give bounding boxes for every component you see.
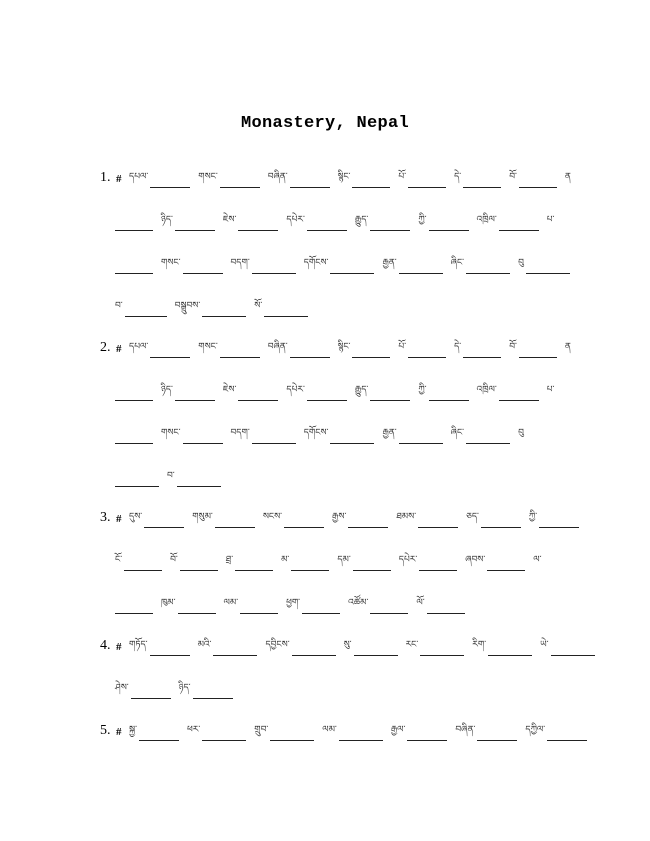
tibetan-word: བ་: [115, 301, 123, 311]
word-blank-pair: [451, 427, 516, 444]
word-blank-pair: [129, 171, 196, 188]
word-blank-pair: [223, 214, 284, 231]
answer-blank[interactable]: [150, 186, 190, 188]
word-blank-pair: [418, 384, 474, 401]
word-blank-pair: [454, 341, 507, 358]
tibetan-word: ལ་: [533, 555, 542, 565]
answer-blank[interactable]: [487, 569, 525, 571]
word-blank-pair: [565, 171, 573, 188]
hash-marker: #: [116, 513, 122, 525]
answer-blank[interactable]: [178, 612, 216, 614]
word-blank-pair: [198, 639, 264, 656]
word-blank-pair: [115, 682, 177, 699]
answer-blank[interactable]: [284, 526, 324, 528]
tibetan-word: བུ: [518, 428, 524, 438]
answer-blank[interactable]: [144, 526, 184, 528]
tibetan-word: གསང་: [198, 342, 218, 352]
answer-blank[interactable]: [115, 272, 153, 274]
word-blank-pair: [175, 300, 253, 317]
tibetan-word: བ་: [167, 471, 175, 481]
tibetan-word: སྙིང་: [337, 342, 351, 352]
word-blank-pair: [115, 554, 168, 571]
word-blank-pair: [263, 511, 330, 528]
exercise-item: [100, 151, 580, 323]
answer-blank[interactable]: [519, 356, 557, 358]
tibetan-word: ཞབས་: [465, 555, 486, 565]
tibetan-word: ཡེ་: [540, 640, 549, 650]
answer-blank[interactable]: [407, 739, 447, 741]
tibetan-word: ཁུམ་: [161, 598, 176, 608]
tibetan-word: དམ་: [337, 555, 351, 565]
answer-blank[interactable]: [330, 442, 374, 444]
word-blank-pair: [129, 724, 185, 741]
word-blank-pair: [129, 511, 190, 528]
exercise-line: [100, 450, 580, 493]
word-blank-pair: [466, 511, 527, 528]
exercise-line: [100, 321, 580, 364]
word-blank-pair: [231, 257, 302, 274]
word-blank-pair: [161, 384, 221, 401]
word-blank-pair: [338, 171, 397, 188]
word-blank-pair: [355, 214, 416, 231]
tibetan-word: བཞིན་: [267, 172, 288, 182]
answer-blank[interactable]: [124, 569, 162, 571]
answer-blank[interactable]: [466, 272, 510, 274]
tibetan-word: ཕྱག་: [286, 598, 301, 608]
tibetan-word: ཉིད་: [161, 385, 173, 395]
exercise-line: [100, 491, 580, 534]
word-blank-pair: [304, 427, 381, 444]
tibetan-word: བོ་: [170, 555, 178, 565]
page-title: Monastery, Nepal: [240, 114, 410, 133]
answer-blank[interactable]: [131, 697, 171, 699]
tibetan-word: དེ་: [454, 342, 462, 352]
tibetan-word: དགོངས་: [303, 258, 329, 268]
answer-blank[interactable]: [213, 654, 257, 656]
tibetan-word: གྲུབ་: [254, 725, 269, 735]
word-blank-pair: [187, 724, 252, 741]
answer-blank[interactable]: [307, 229, 347, 231]
answer-blank[interactable]: [238, 399, 278, 401]
answer-blank[interactable]: [291, 569, 329, 571]
word-blank-pair: [198, 341, 266, 358]
word-blank-pair: [355, 384, 416, 401]
answer-blank[interactable]: [264, 315, 308, 317]
answer-blank[interactable]: [399, 442, 443, 444]
answer-blank[interactable]: [183, 272, 223, 274]
answer-blank[interactable]: [220, 186, 260, 188]
answer-blank[interactable]: [499, 399, 539, 401]
word-blank-pair: [565, 341, 573, 358]
word-blank-pair: [337, 554, 396, 571]
tibetan-word: བཞིན་: [455, 725, 476, 735]
answer-blank[interactable]: [427, 612, 465, 614]
tibetan-word: དཔལ་: [129, 172, 149, 182]
word-blank-pair: [533, 554, 543, 571]
answer-blank[interactable]: [370, 399, 410, 401]
tibetan-word: ཞིང་: [450, 428, 465, 438]
word-blank-pair: [192, 511, 261, 528]
tibetan-word: གསང་: [161, 258, 181, 268]
word-blank-pair: [472, 639, 538, 656]
word-blank-pair: [399, 554, 463, 571]
tibetan-word: དཔལ་: [129, 342, 149, 352]
answer-blank[interactable]: [551, 654, 595, 656]
tibetan-word: མ་: [281, 555, 290, 565]
answer-blank[interactable]: [429, 229, 469, 231]
tibetan-word: བསྒྲུབས་: [174, 301, 201, 311]
word-blank-pair: [231, 427, 302, 444]
tibetan-word: ཕར་: [186, 725, 201, 735]
tibetan-word: ན: [564, 172, 571, 182]
answer-blank[interactable]: [526, 272, 570, 274]
word-blank-pair: [304, 257, 381, 274]
tibetan-word: དཀྱིལ་: [525, 725, 546, 735]
tibetan-word: དགོངས་: [303, 428, 329, 438]
tibetan-word: གསང་: [198, 172, 218, 182]
tibetan-word: ཇེས་: [222, 215, 237, 225]
tibetan-word: པོ་: [398, 172, 407, 182]
word-blank-pair: [170, 554, 224, 571]
word-blank-pair: [348, 597, 414, 614]
answer-blank[interactable]: [330, 272, 374, 274]
answer-blank[interactable]: [354, 654, 398, 656]
word-blank-pair: [398, 171, 452, 188]
tibetan-word: འཁྲིལ་: [476, 215, 497, 225]
exercise-line: [100, 534, 580, 577]
item-number: 2.: [100, 340, 111, 355]
tibetan-word: ཉིད་: [161, 215, 173, 225]
answer-blank[interactable]: [150, 654, 190, 656]
answer-blank[interactable]: [183, 442, 223, 444]
word-blank-pair: [382, 257, 448, 274]
tibetan-word: རྒྱུད་: [354, 215, 369, 225]
answer-blank[interactable]: [539, 526, 579, 528]
tibetan-word: དབྱིངས་: [265, 640, 290, 650]
answer-blank[interactable]: [463, 356, 501, 358]
word-blank-pair: [322, 724, 389, 741]
tibetan-word: རྒྱས་: [332, 512, 347, 522]
answer-blank[interactable]: [481, 526, 521, 528]
tibetan-word: པ་: [546, 215, 555, 225]
answer-blank[interactable]: [418, 526, 458, 528]
answer-blank[interactable]: [420, 654, 464, 656]
item-number: 1.: [100, 170, 111, 185]
tibetan-word: སངས་: [262, 512, 283, 522]
hash-marker: #: [116, 173, 122, 185]
tibetan-word: པ་: [546, 385, 555, 395]
answer-blank[interactable]: [177, 485, 221, 487]
tibetan-word: ཅད་: [466, 512, 479, 522]
word-blank-pair: [161, 597, 222, 614]
tibetan-word: གསུམ་: [192, 512, 213, 522]
word-blank-pair: [416, 597, 470, 614]
answer-blank[interactable]: [180, 569, 218, 571]
tibetan-word: ལོ་: [416, 598, 425, 608]
answer-blank[interactable]: [220, 356, 260, 358]
word-blank-pair: [254, 724, 320, 741]
word-blank-pair: [281, 554, 335, 571]
tibetan-word: པོ་: [398, 342, 407, 352]
word-blank-pair: [547, 214, 557, 231]
answer-blank[interactable]: [202, 315, 246, 317]
answer-blank[interactable]: [419, 569, 457, 571]
answer-blank[interactable]: [519, 186, 557, 188]
word-blank-pair: [547, 384, 557, 401]
answer-blank[interactable]: [215, 526, 255, 528]
exercise-line: [100, 194, 580, 237]
word-blank-pair: [396, 511, 464, 528]
answer-blank[interactable]: [252, 442, 296, 444]
answer-blank[interactable]: [139, 739, 179, 741]
answer-blank[interactable]: [488, 654, 532, 656]
tibetan-word: གཏོད་: [129, 640, 148, 650]
word-blank-pair: [115, 442, 159, 444]
answer-blank[interactable]: [477, 739, 517, 741]
exercise-item: [100, 491, 580, 620]
word-blank-pair: [418, 214, 474, 231]
exercise-line: [100, 619, 580, 662]
answer-blank[interactable]: [348, 526, 388, 528]
word-blank-pair: [477, 214, 545, 231]
word-blank-pair: [509, 171, 563, 188]
answer-blank[interactable]: [352, 186, 390, 188]
answer-blank[interactable]: [408, 186, 446, 188]
exercise-line: [100, 364, 580, 407]
hash-marker: #: [116, 726, 122, 738]
hash-marker: #: [116, 343, 122, 355]
word-blank-pair: [129, 341, 196, 358]
answer-blank[interactable]: [290, 186, 330, 188]
word-blank-pair: [268, 171, 336, 188]
tibetan-word: བོ་: [509, 342, 517, 352]
tibetan-word: ན: [564, 342, 571, 352]
answer-blank[interactable]: [547, 739, 587, 741]
tibetan-word: ཞིང་: [450, 258, 465, 268]
word-blank-pair: [286, 214, 352, 231]
item-number: 4.: [100, 638, 111, 653]
word-blank-pair: [454, 171, 507, 188]
word-blank-pair: [161, 257, 229, 274]
word-blank-pair: [179, 682, 239, 699]
answer-blank[interactable]: [150, 356, 190, 358]
answer-blank[interactable]: [499, 229, 539, 231]
answer-blank[interactable]: [466, 442, 510, 444]
tibetan-word: བདག་: [230, 428, 250, 438]
word-blank-pair: [115, 612, 159, 614]
word-blank-pair: [167, 470, 227, 487]
tibetan-word: ཀྱི་: [418, 215, 427, 225]
answer-blank[interactable]: [240, 612, 278, 614]
tibetan-word: འཁྲིལ་: [476, 385, 497, 395]
answer-blank[interactable]: [270, 739, 314, 741]
word-blank-pair: [254, 300, 314, 317]
answer-blank[interactable]: [408, 356, 446, 358]
exercise-line: [100, 151, 580, 194]
word-blank-pair: [509, 341, 563, 358]
word-blank-pair: [224, 597, 285, 614]
word-blank-pair: [115, 485, 165, 487]
answer-blank[interactable]: [339, 739, 383, 741]
word-blank-pair: [161, 214, 221, 231]
tibetan-word: དུས་: [129, 512, 143, 522]
word-blank-pair: [382, 427, 448, 444]
answer-blank[interactable]: [238, 229, 278, 231]
word-blank-pair: [226, 554, 279, 571]
word-blank-pair: [115, 272, 159, 274]
word-blank-pair: [268, 341, 336, 358]
tibetan-word: བདག་: [230, 258, 250, 268]
word-blank-pair: [115, 229, 159, 231]
tibetan-word: འཚོམ་: [348, 598, 369, 608]
answer-blank[interactable]: [399, 272, 443, 274]
tibetan-word: ཀྱི་: [418, 385, 427, 395]
answer-blank[interactable]: [115, 485, 159, 487]
word-blank-pair: [525, 724, 593, 741]
tibetan-word: ཀྱི་: [528, 512, 538, 522]
exercise-item: [100, 619, 580, 705]
word-blank-pair: [115, 399, 159, 401]
tibetan-word: རིག་: [472, 640, 487, 650]
tibetan-word: རྒྱུད་: [354, 385, 369, 395]
tibetan-word: དཔེར་: [398, 555, 418, 565]
answer-blank[interactable]: [125, 315, 167, 317]
tibetan-word: བོ་: [509, 172, 517, 182]
tibetan-word: དཔེར་: [286, 215, 305, 225]
answer-blank[interactable]: [115, 442, 153, 444]
word-blank-pair: [465, 554, 531, 571]
item-number: 5.: [100, 723, 111, 738]
answer-blank[interactable]: [202, 739, 246, 741]
tibetan-word: རྒྱལ་: [390, 725, 406, 735]
tibetan-word: ཐམས་: [396, 512, 417, 522]
tibetan-word: རྒྱན་: [382, 428, 397, 438]
tibetan-word: ཤེས་: [115, 683, 129, 693]
item-number: 3.: [100, 510, 111, 525]
word-blank-pair: [338, 341, 397, 358]
tibetan-word: རང་: [405, 640, 419, 650]
word-blank-pair: [286, 384, 352, 401]
exercise-line: [100, 407, 580, 450]
word-blank-pair: [286, 597, 346, 614]
word-blank-pair: [129, 639, 196, 656]
exercise-item: [100, 321, 580, 493]
exercise-line: [100, 704, 580, 747]
tibetan-word: བུ: [518, 258, 524, 268]
answer-blank[interactable]: [235, 569, 273, 571]
tibetan-word: བཞིན་: [267, 342, 288, 352]
word-blank-pair: [332, 511, 394, 528]
answer-blank[interactable]: [115, 612, 153, 614]
word-blank-pair: [115, 300, 173, 317]
answer-blank[interactable]: [370, 229, 410, 231]
word-blank-pair: [391, 724, 454, 741]
exercise-item: [100, 704, 580, 747]
tibetan-word: ཇེས་: [222, 385, 237, 395]
answer-blank[interactable]: [302, 612, 340, 614]
word-blank-pair: [518, 427, 526, 444]
tibetan-word: དཔེར་: [286, 385, 305, 395]
tibetan-word: ལམ་: [322, 725, 337, 735]
word-blank-pair: [406, 639, 471, 656]
answer-blank[interactable]: [463, 186, 501, 188]
tibetan-word: གསང་: [161, 428, 181, 438]
answer-blank[interactable]: [307, 399, 347, 401]
answer-blank[interactable]: [193, 697, 233, 699]
word-blank-pair: [161, 427, 229, 444]
word-blank-pair: [198, 171, 266, 188]
tibetan-word: ཉིད་: [178, 683, 191, 693]
tibetan-word: སྐྱ་: [129, 725, 137, 735]
word-blank-pair: [477, 384, 545, 401]
tibetan-word: ལམ་: [223, 598, 239, 608]
exercise-line: [100, 237, 580, 280]
answer-blank[interactable]: [115, 399, 153, 401]
exercise-line: [100, 577, 580, 620]
word-blank-pair: [518, 257, 576, 274]
answer-blank[interactable]: [290, 356, 330, 358]
word-blank-pair: [223, 384, 284, 401]
word-blank-pair: [265, 639, 341, 656]
exercise-line: [100, 280, 580, 323]
answer-blank[interactable]: [370, 612, 408, 614]
answer-blank[interactable]: [429, 399, 469, 401]
tibetan-word: ཐྲ་: [225, 555, 234, 565]
answer-blank[interactable]: [252, 272, 296, 274]
word-blank-pair: [344, 639, 404, 656]
answer-blank[interactable]: [175, 399, 215, 401]
tibetan-word: དེ་: [454, 172, 462, 182]
answer-blank[interactable]: [175, 229, 215, 231]
word-blank-pair: [529, 511, 585, 528]
tibetan-word: ངོ་: [115, 555, 123, 565]
answer-blank[interactable]: [352, 356, 390, 358]
word-blank-pair: [540, 639, 600, 656]
tibetan-word: སུ་: [343, 640, 352, 650]
answer-blank[interactable]: [292, 654, 336, 656]
word-blank-pair: [398, 341, 452, 358]
tibetan-word: རྒྱན་: [382, 258, 397, 268]
word-blank-pair: [451, 257, 516, 274]
tibetan-word: སྙིང་: [337, 172, 351, 182]
exercise-line: [100, 662, 580, 705]
tibetan-word: སོ་: [254, 301, 263, 311]
word-blank-pair: [455, 724, 523, 741]
hash-marker: #: [116, 641, 122, 653]
answer-blank[interactable]: [353, 569, 391, 571]
tibetan-word: མའི་: [197, 640, 212, 650]
answer-blank[interactable]: [115, 229, 153, 231]
